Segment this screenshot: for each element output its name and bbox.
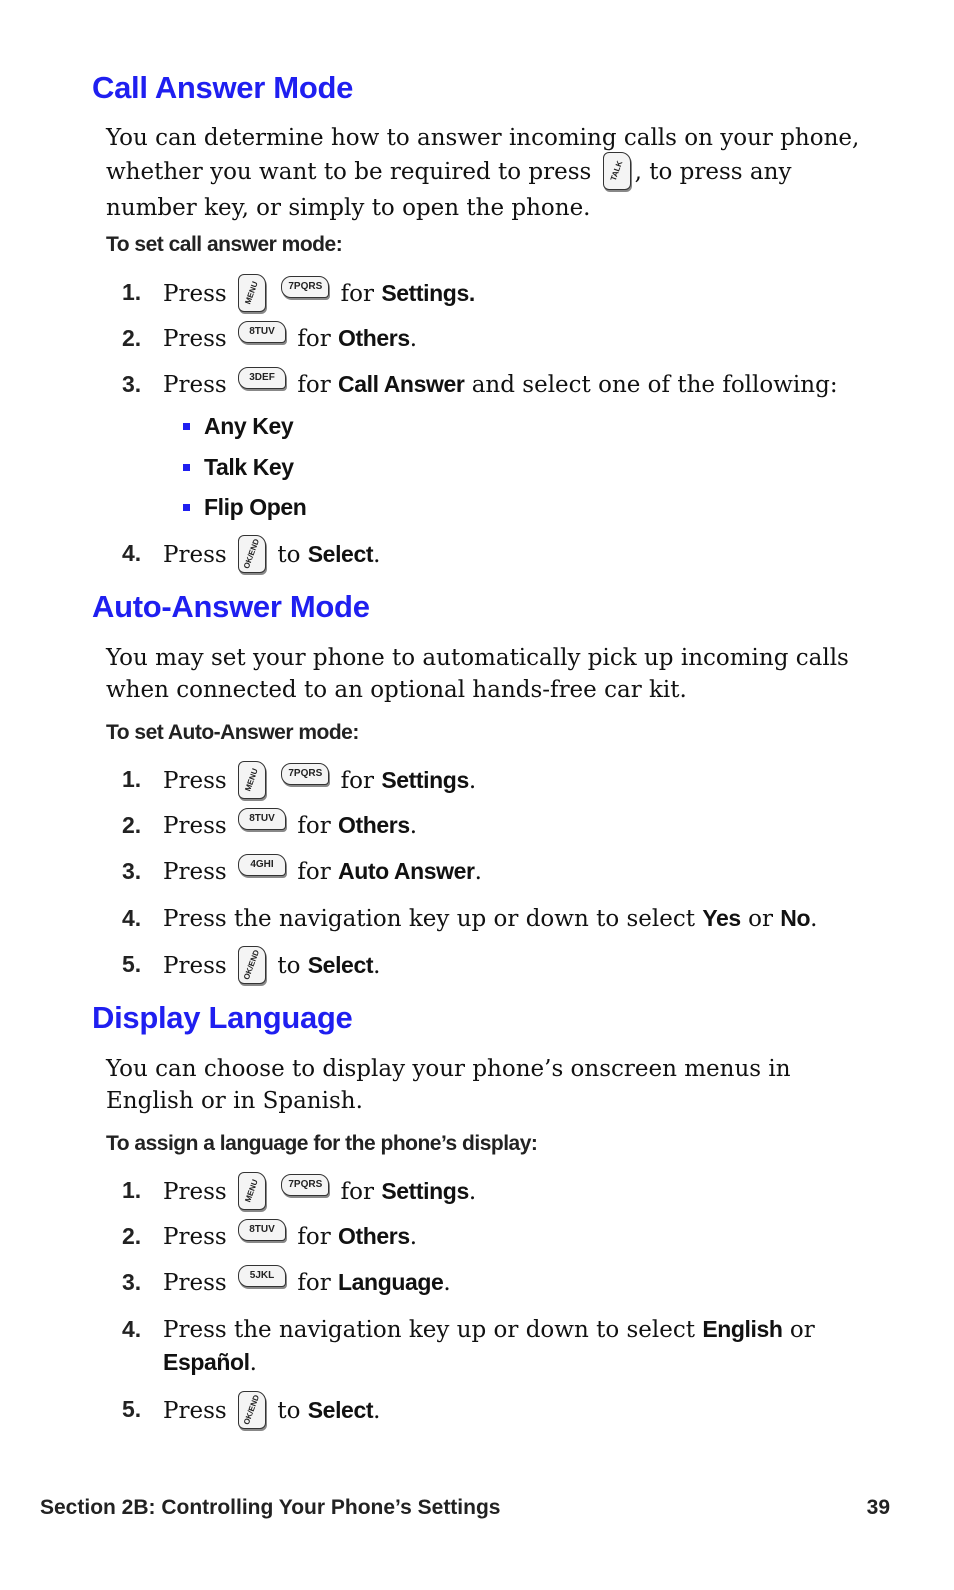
intro-display-language: You can choose to display your phone’s onscreen menus in English or in Spanish.: [106, 1056, 791, 1114]
option-any-key: Any Key: [183, 410, 293, 442]
step-5: 5. Press OK/END to Select.: [122, 1393, 862, 1431]
key-7-icon: 7PQRS: [281, 276, 329, 298]
talk-key-icon: TALK: [603, 152, 631, 190]
step-2: 2. Press 8TUV for Others.: [122, 1220, 862, 1253]
key-8-icon: 8TUV: [238, 321, 286, 343]
bullet-square-icon: [183, 423, 190, 430]
section-title-call-answer: Call Answer Mode: [92, 70, 354, 105]
intro-auto-answer: You may set your phone to automatically pick up incoming calls when connected to an optional hands-free car kit.: [106, 645, 849, 703]
page-number: 39: [866, 1496, 890, 1519]
step-3: 3. Press 4GHI for Auto Answer.: [122, 855, 862, 888]
menu-key-icon: MENU: [238, 274, 266, 312]
intro-text-a: You can determine how to answer incoming calls on your phone, whether you want to be required to press: [106, 125, 860, 185]
step-2: 2. Press 8TUV for Others.: [122, 322, 862, 355]
bullet-square-icon: [183, 464, 190, 471]
step-1: 1. Press MENU 7PQRS for Settings.: [122, 276, 862, 314]
intro-text-b: , to press any number key, or simply to open the phone.: [106, 159, 792, 221]
step-3: 3. Press 3DEF for Call Answer and select one of the following:: [122, 368, 862, 401]
footer-section-label: Section 2B: Controlling Your Phone’s Settings: [40, 1496, 501, 1519]
section-title-auto-answer: Auto-Answer Mode: [92, 589, 370, 624]
menu-key-icon: MENU: [238, 1172, 266, 1210]
key-7-icon: 7PQRS: [281, 763, 329, 785]
menu-key-icon: MENU: [238, 761, 266, 799]
subhead-call-answer: To set call answer mode:: [106, 233, 343, 256]
step-5: 5. Press OK/END to Select.: [122, 948, 862, 986]
option-talk-key: Talk Key: [183, 451, 294, 483]
key-3-icon: 3DEF: [238, 367, 286, 389]
step-4: 4. Press the navigation key up or down to select Yes or No.: [122, 905, 818, 932]
subhead-auto-answer: To set Auto-Answer mode:: [106, 721, 359, 744]
key-4-icon: 4GHI: [238, 854, 286, 876]
step-3: 3. Press 5JKL for Language.: [122, 1266, 862, 1299]
bullet-square-icon: [183, 504, 190, 511]
key-8-icon: 8TUV: [238, 1219, 286, 1241]
step-4: 4. Press the navigation key up or down to select English or Español.: [122, 1316, 815, 1376]
subhead-display-language: To assign a language for the phone’s display:: [106, 1132, 538, 1155]
section-title-display-language: Display Language: [92, 1000, 353, 1035]
option-flip-open: Flip Open: [183, 491, 306, 523]
intro-call-answer: [106, 122, 876, 224]
step-4: 4. Press OK/END to Select.: [122, 537, 862, 575]
key-5-icon: 5JKL: [238, 1265, 286, 1287]
page-footer: [40, 1496, 890, 1520]
ok-key-icon: OK/END: [238, 535, 266, 573]
ok-key-icon: OK/END: [238, 1391, 266, 1429]
key-8-icon: 8TUV: [238, 808, 286, 830]
key-7-icon: 7PQRS: [281, 1174, 329, 1196]
step-1: 1. Press MENU 7PQRS for Settings.: [122, 1174, 862, 1212]
step-1: 1. Press MENU 7PQRS for Settings.: [122, 763, 862, 801]
ok-key-icon: OK/END: [238, 946, 266, 984]
step-2: 2. Press 8TUV for Others.: [122, 809, 862, 842]
